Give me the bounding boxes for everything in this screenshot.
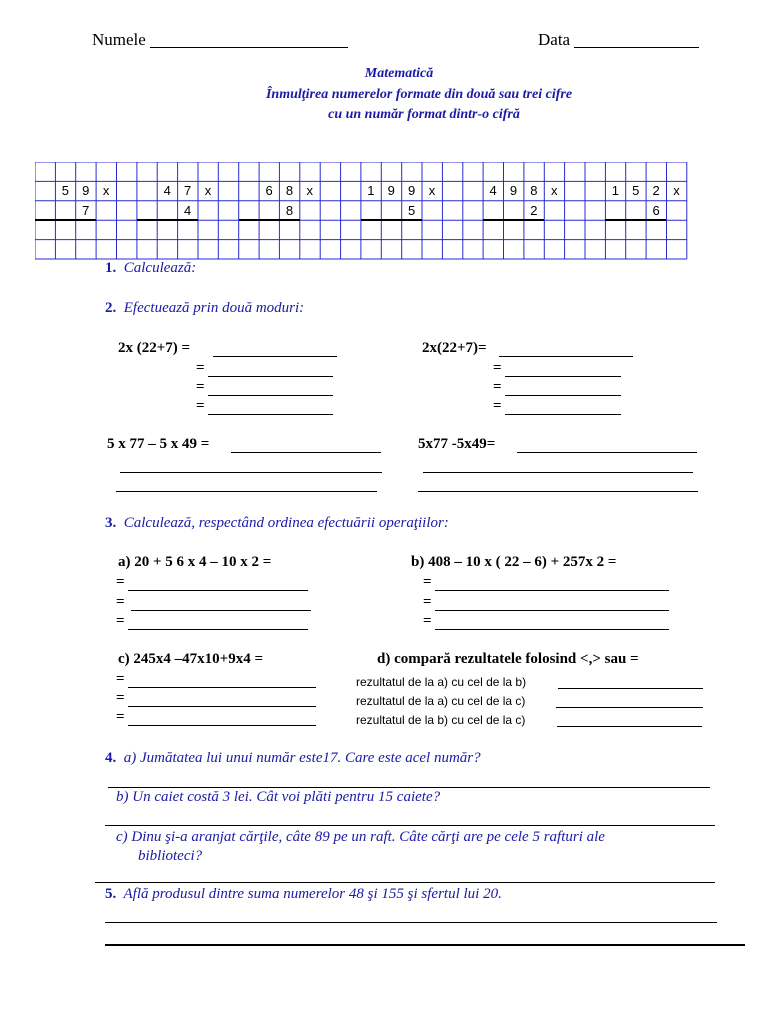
ex2-right-answer-line[interactable]: [499, 356, 633, 357]
ex3-a: a) 20 + 5 6 x 4 – 10 x 2 =: [118, 554, 272, 570]
name-field[interactable]: [150, 47, 348, 48]
exercise-4a: 4. a) Jumătatea lui unui număr este17. Care este acel număr?: [105, 750, 481, 766]
answer-line[interactable]: [435, 610, 669, 611]
ex2-right-line-4[interactable]: [505, 414, 621, 415]
date-field[interactable]: [574, 47, 699, 48]
compare-ac: rezultatul de la a) cu cel de la c): [356, 694, 526, 708]
eq-sign: =: [116, 671, 125, 687]
grid-digit: 9: [408, 183, 416, 199]
answer-line[interactable]: [418, 491, 698, 492]
grid-digit: 4: [183, 202, 192, 218]
answer-line[interactable]: [120, 472, 382, 473]
answer-line[interactable]: [128, 706, 316, 707]
eq-sign: =: [196, 379, 205, 395]
ex2-left-line-2[interactable]: [208, 376, 333, 377]
answer-line[interactable]: [435, 629, 669, 630]
grid-digit: 6: [652, 202, 660, 218]
answer-line[interactable]: [558, 688, 703, 689]
answer-line[interactable]: [95, 882, 715, 883]
result-underline: [483, 219, 544, 221]
eq-sign: =: [116, 574, 125, 590]
ex2-right-expression: 2x(22+7)=: [422, 340, 487, 356]
eq-sign: =: [116, 709, 125, 725]
lesson-title-line1: Înmulţirea numerelor formate din două sau trei cifre: [265, 87, 573, 102]
ex3-b: b) 408 – 10 x ( 22 – 6) + 257x 2 =: [411, 554, 617, 570]
result-underline: [361, 219, 422, 221]
eq-sign: =: [116, 690, 125, 706]
grid-digit: 6: [265, 183, 273, 199]
answer-line[interactable]: [108, 787, 710, 788]
grid-digit: 9: [509, 183, 518, 199]
grid-digit: 8: [285, 183, 294, 199]
result-underline: [239, 219, 300, 221]
exercise-4c: c) Dinu şi-a aranjat cărţile, câte 89 pe un raft. Câte cărţi are pe cele 5 rafturi ale: [116, 829, 605, 845]
answer-line[interactable]: [517, 452, 697, 453]
grid-digit: 1: [367, 183, 375, 199]
compare-bc: rezultatul de la b) cu cel de la c): [356, 713, 526, 727]
answer-line[interactable]: [556, 707, 703, 708]
answer-line[interactable]: [116, 491, 377, 492]
grid-digit: 5: [632, 183, 640, 199]
compare-ab: rezultatul de la a) cu cel de la b): [356, 675, 527, 689]
date-label: Data: [538, 30, 571, 49]
eq-sign: =: [423, 594, 432, 610]
answer-line[interactable]: [128, 725, 316, 726]
lesson-title-line2: cu un număr format dintr-o cifră: [328, 107, 520, 122]
eq-sign: =: [423, 574, 432, 590]
grid-digit: 5: [408, 202, 416, 218]
grid-digit: 1: [611, 183, 619, 199]
exercise-4c-continued: biblioteci?: [138, 848, 203, 864]
grid-digit: 2: [652, 183, 660, 199]
grid-digit: 5: [61, 183, 69, 199]
ex2-left-expression: 2x (22+7) =: [118, 340, 191, 356]
answer-line[interactable]: [128, 629, 308, 630]
result-underline: [605, 219, 666, 221]
exercise-5: 5. Află produsul dintre suma numerelor 48 şi 155 şi sfertul lui 20.: [105, 886, 502, 902]
grid-digit: 8: [285, 202, 294, 218]
ex3-d: d) compară rezultatele folosind <,> sau =: [377, 651, 639, 667]
name-label: Numele: [92, 30, 146, 49]
eq-sign: =: [196, 360, 205, 376]
multiplication-grid: [35, 162, 687, 259]
grid-digit: 9: [387, 183, 395, 199]
ex2-second-left: 5 x 77 – 5 x 49 =: [107, 436, 210, 452]
answer-line[interactable]: [105, 825, 715, 826]
grid-digit: 4: [163, 183, 171, 199]
eq-sign: =: [116, 613, 125, 629]
grid-digit: 8: [530, 183, 538, 199]
multiply-sign: x: [306, 183, 314, 199]
eq-sign: =: [493, 398, 502, 414]
ex2-right-line-3[interactable]: [505, 395, 621, 396]
ex2-left-answer-line[interactable]: [213, 356, 337, 357]
answer-line[interactable]: [105, 922, 717, 923]
grid-digit: 7: [82, 202, 90, 218]
answer-line[interactable]: [231, 452, 381, 453]
answer-line[interactable]: [131, 610, 311, 611]
multiply-sign: x: [102, 183, 110, 199]
ex2-second-right: 5x77 -5x49=: [418, 436, 496, 452]
multiply-sign: x: [204, 183, 212, 199]
answer-line[interactable]: [435, 590, 669, 591]
eq-sign: =: [423, 613, 432, 629]
multiply-sign: x: [428, 183, 436, 199]
grid-digit: 4: [489, 183, 497, 199]
ex2-left-line-4[interactable]: [208, 414, 333, 415]
exercise-2: 2. Efectuează prin două moduri:: [105, 300, 305, 316]
grid-lines: [35, 162, 688, 260]
grid-digit: 7: [183, 183, 192, 199]
answer-line[interactable]: [105, 944, 745, 946]
answer-line[interactable]: [557, 726, 702, 727]
exercise-3: 3. Calculează, respectând ordinea efectuării operaţiilor:: [105, 515, 449, 531]
subject-title: Matematică: [364, 66, 434, 81]
multiply-sign: x: [673, 183, 680, 199]
exercise-4b: b) Un caiet costă 3 lei. Cât voi plăti pentru 15 caiete?: [116, 789, 441, 805]
ex2-left-line-3[interactable]: [208, 395, 333, 396]
ex3-c: c) 245x4 –47x10+9x4 =: [118, 651, 263, 667]
result-underline: [137, 219, 198, 221]
eq-sign: =: [493, 360, 502, 376]
result-underline: [35, 219, 96, 221]
multiply-sign: x: [551, 183, 558, 199]
grid-digit: 9: [82, 183, 90, 199]
eq-sign: =: [116, 594, 125, 610]
grid-digit: 2: [530, 202, 538, 218]
answer-line[interactable]: [423, 472, 693, 473]
ex2-right-line-2[interactable]: [505, 376, 621, 377]
eq-sign: =: [493, 379, 502, 395]
answer-line[interactable]: [128, 590, 308, 591]
eq-sign: =: [196, 398, 205, 414]
answer-line[interactable]: [128, 687, 316, 688]
exercise-1: 1. Calculează:: [105, 260, 197, 276]
